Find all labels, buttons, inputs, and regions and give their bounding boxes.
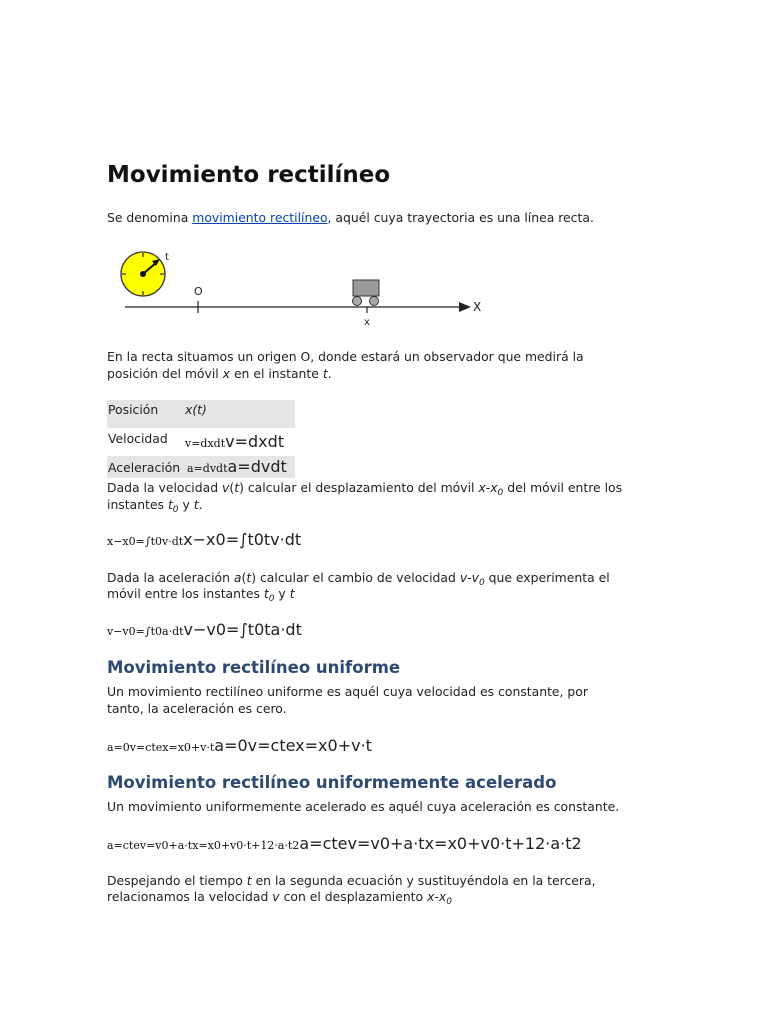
- formula-text: x−x0=∫t0tv·dt: [183, 530, 302, 549]
- var: v-v: [459, 570, 479, 585]
- var: t: [246, 570, 252, 585]
- page-title: Movimiento rectilíneo: [107, 162, 391, 188]
- para-uniforme-line2: tanto, la aceleración es cero.: [107, 701, 287, 716]
- formula-text: a=ctev=v0+a·tx=x0+v0·t+12·a·t2: [299, 834, 582, 853]
- text: ) calcular el cambio de velocidad: [251, 570, 460, 585]
- para-velocity-line2: [107, 496, 203, 519]
- heading-acelerado: Movimiento rectilíneo uniformemente acelerado: [107, 773, 557, 792]
- formula-text: v=dxdt: [225, 432, 285, 451]
- text: y: [178, 497, 194, 512]
- intro-paragraph: [107, 209, 594, 226]
- text: (: [229, 480, 235, 495]
- axis-label: X: [473, 300, 482, 314]
- table-formula-posicion: x(t): [185, 402, 207, 417]
- intro-text: Se denomina: [107, 210, 193, 225]
- text: Despejando el tiempo: [107, 873, 247, 888]
- text: en el instante: [230, 366, 323, 381]
- text: y: [274, 586, 290, 601]
- cart-icon: [353, 280, 380, 306]
- subscript: 0: [446, 897, 452, 908]
- var: t: [234, 480, 240, 495]
- position-label: x: [364, 317, 370, 328]
- axis-arrow-icon: [459, 302, 471, 312]
- formula-text: a=0v=ctex=x0+v·t: [214, 736, 372, 755]
- text: Dada la aceleración: [107, 570, 234, 585]
- var: t: [193, 497, 199, 512]
- table-label-aceleracion: Aceleración: [108, 460, 181, 475]
- equation-uniforme: [107, 736, 372, 755]
- para-origin-line1: En la recta situamos un origen O, donde estará un observador que medirá la: [107, 349, 584, 364]
- formula-fallback: v−v0=∫t0a·dt: [107, 625, 184, 638]
- var: t: [246, 873, 252, 888]
- subscript: 0: [497, 488, 504, 499]
- movimiento-rectilineo-link[interactable]: movimiento rectilíneo: [192, 210, 328, 225]
- clock-label: t: [165, 252, 169, 263]
- formula-fallback: a=0v=ctex=x0+v·t: [107, 741, 215, 754]
- formula-fallback: v=dxdt: [185, 437, 226, 450]
- text: instantes: [107, 497, 168, 512]
- text: posición del móvil: [107, 366, 223, 381]
- table-row: [107, 456, 295, 478]
- text: móvil entre los instantes: [107, 586, 264, 601]
- text: ) calcular el desplazamiento del móvil: [239, 480, 479, 495]
- text: en la segunda ecuación y sustituyéndola en la tercera,: [251, 873, 596, 888]
- equation-velocity-change: [107, 620, 302, 639]
- equation-displacement: [107, 530, 301, 549]
- table-label-velocidad: Velocidad: [108, 431, 168, 446]
- formula-text: v−v0=∫t0ta·dt: [183, 620, 302, 639]
- subscript: 0: [478, 578, 485, 589]
- para-acelerado-line1: Un movimiento uniformemente acelerado es aquél cuya aceleración es constante.: [107, 799, 620, 814]
- intro-text-end: , aquél cuya trayectoria es una línea recta.: [327, 210, 594, 225]
- formula-text: a=dvdt: [227, 457, 287, 476]
- formula-fallback: a=ctev=v0+a·tx=x0+v0·t+12·a·t2: [107, 839, 300, 852]
- var-t: t: [322, 366, 328, 381]
- equation-acelerado: [107, 834, 582, 853]
- clock-icon: [121, 252, 165, 296]
- var: t: [263, 586, 269, 601]
- text: .: [327, 366, 332, 381]
- table-formula-aceleracion: [187, 457, 287, 476]
- table-row: [107, 400, 295, 428]
- heading-uniforme: Movimiento rectilíneo uniforme: [107, 658, 401, 677]
- text: con el desplazamiento: [279, 889, 428, 904]
- motion-diagram: [115, 245, 495, 335]
- var-x: x: [222, 366, 230, 381]
- var: a: [233, 570, 242, 585]
- text: .: [198, 497, 203, 512]
- para-uniforme-line1: Un movimiento rectilíneo uniforme es aquél cuya velocidad es constante, por: [107, 684, 588, 699]
- table-formula-velocidad: [185, 432, 284, 451]
- para-acceleration-line2: [107, 585, 295, 608]
- text: que experimenta el: [484, 570, 610, 585]
- var: x-x: [427, 889, 447, 904]
- para-despejando-line2: [107, 888, 452, 911]
- var: x-x: [478, 480, 498, 495]
- subscript: 0: [268, 594, 275, 605]
- var: v: [222, 480, 230, 495]
- text: (: [241, 570, 247, 585]
- subscript: 0: [172, 505, 179, 516]
- para-despejando-line1: [107, 872, 596, 889]
- origin-label: O: [194, 285, 203, 298]
- text: relacionamos la velocidad: [107, 889, 273, 904]
- var: v: [272, 889, 280, 904]
- formula-fallback: x−x0=∫t0v·dt: [107, 535, 184, 548]
- formula-fallback: a=dvdt: [187, 462, 228, 475]
- var: t: [167, 497, 173, 512]
- var: t: [289, 586, 295, 601]
- text: Dada la velocidad: [107, 480, 223, 495]
- para-origin-line2: [107, 365, 332, 382]
- table-label-posicion: Posición: [108, 402, 159, 417]
- table-row: [107, 428, 295, 456]
- text: del móvil entre los: [503, 480, 623, 495]
